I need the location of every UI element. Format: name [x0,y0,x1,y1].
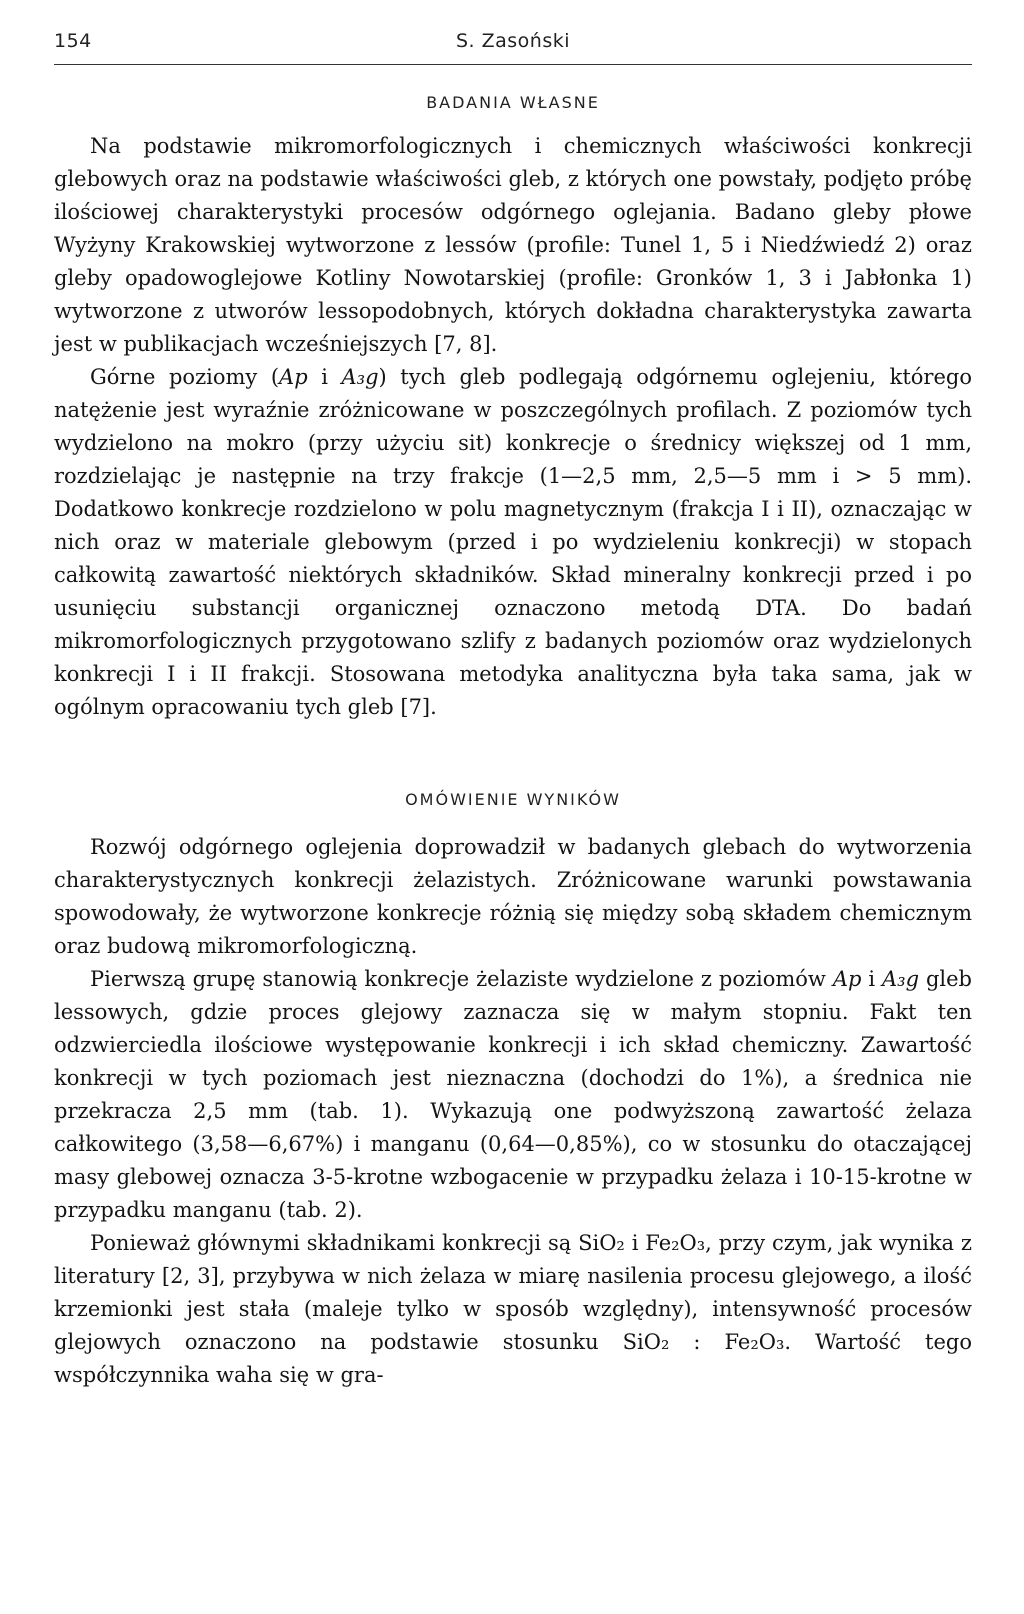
horizon-a3g-2: A₃g [882,967,920,991]
running-author: S. Zasoński [455,30,571,52]
paragraph-3: Rozwój odgórnego oglejenia doprowadził w badanych glebach do wytworzenia charakterystycznych konkrecji żelazistych. Zróżnicowane warunki powstawania spowodowały, że wytworzone konkrecje różnią się między sobą składem chemicznym oraz budową mikromorfologiczną. [54,835,972,958]
paragraph-2 [54,361,972,724]
horizon-a3g: A₃g [341,365,379,389]
page-number: 154 [54,30,92,52]
section-heading-badania: BADANIA WŁASNE [426,93,600,112]
header-rule [54,64,972,65]
paragraph-2-text-c: ) tych gleb podlegają odgórnemu oglejeniu, którego natężenie jest wyraźnie zróżnicowane w poszczególnych profilach. Z poziomów tych wydzielono na mokro (przy użyciu sit) konkrecje o średnicy większej od 1 mm, rozdzielając je następnie na trzy frakcje (1—2,5 mm, 2,5—5 mm i > 5 mm). Dodatkowo konkrecje rozdzielono w polu magnetycznym (frakcja I i II), oznaczając w nich oraz w materiale glebowym (przed i po wydzieleniu konkrecji) w stopach całkowitą zawartość niektórych składników. Skład mineralny konkrecji przed i po usunięciu substancji organicznej oznaczono metodą DTA. Do badań mikromorfologicznych przygotowano szlify z badanych poziomów oraz wydzielonych konkrecji I i II frakcji. Stosowana metodyka analityczna była taka sama, jak w ogólnym opracowaniu tych gleb [7]. [54,365,972,719]
horizon-ap: Ap [279,365,308,389]
paragraph-4-text-b: i [861,967,883,991]
paragraph-4-text-c: gleb lessowych, gdzie proces glejowy zaznacza się w małym stopniu. Fakt ten odzwierciedla ilościowe występowanie konkrecji i ich skład chemiczny. Zawartość konkrecji w tych poziomach jest nieznaczna (dochodzi do 1%), a średnica nie przekracza 2,5 mm (tab. 1). Wykazują one podwyższoną zawartość żelaza całkowitego (3,58—6,67%) i manganu (0,64—0,85%), co w stosunku do otaczającej masy glebowej oznacza 3-5-krotne wzbogacenie w przypadku żelaza i 10-15-krotne w przypadku manganu (tab. 2). [54,967,972,1222]
paragraph-2-text-b: i [307,365,342,389]
paragraph-4 [54,963,972,1227]
paragraph-2-text-a: Górne poziomy ( [90,365,280,389]
paragraph-5: Ponieważ głównymi składnikami konkrecji są SiO₂ i Fe₂O₃, przy czym, jak wynika z literatury [2, 3], przybywa w nich żelaza w miarę nasilenia procesu glejowego, a ilość krzemionki jest stała (maleje tylko w sposób względny), intensywność procesów glejowych oznaczono na podstawie stosunku SiO₂ : Fe₂O₃. Wartość tego współczynnika waha się w gra- [54,1231,972,1387]
page [54,30,972,1392]
horizon-ap-2: Ap [832,967,862,991]
section-heading-omowienie: OMÓWIENIE WYNIKÓW [405,790,621,809]
paragraph-1: Na podstawie mikromorfologicznych i chemicznych właściwości konkrecji glebowych oraz na podstawie właściwości gleb, z których one powstały, podjęto próbę ilościowej charakterystyki procesów odgórnego oglejania. Badano gleby płowe Wyżyny Krakowskiej wytworzone z lessów (profile: Tunel 1, 5 i Niedźwiedź 2) oraz gleby opadowoglejowe Kotliny Nowotarskiej (profile: Gronków 1, 3 i Jabłonka 1) wytworzone z utworów lessopodobnych, których dokładna charakterystyka zawarta jest w publikacjach wcześniejszych [7, 8]. [54,134,972,356]
running-head [54,30,972,60]
paragraph-4-text-a: Pierwszą grupę stanowią konkrecje żelaziste wydzielone z poziomów [90,967,833,991]
